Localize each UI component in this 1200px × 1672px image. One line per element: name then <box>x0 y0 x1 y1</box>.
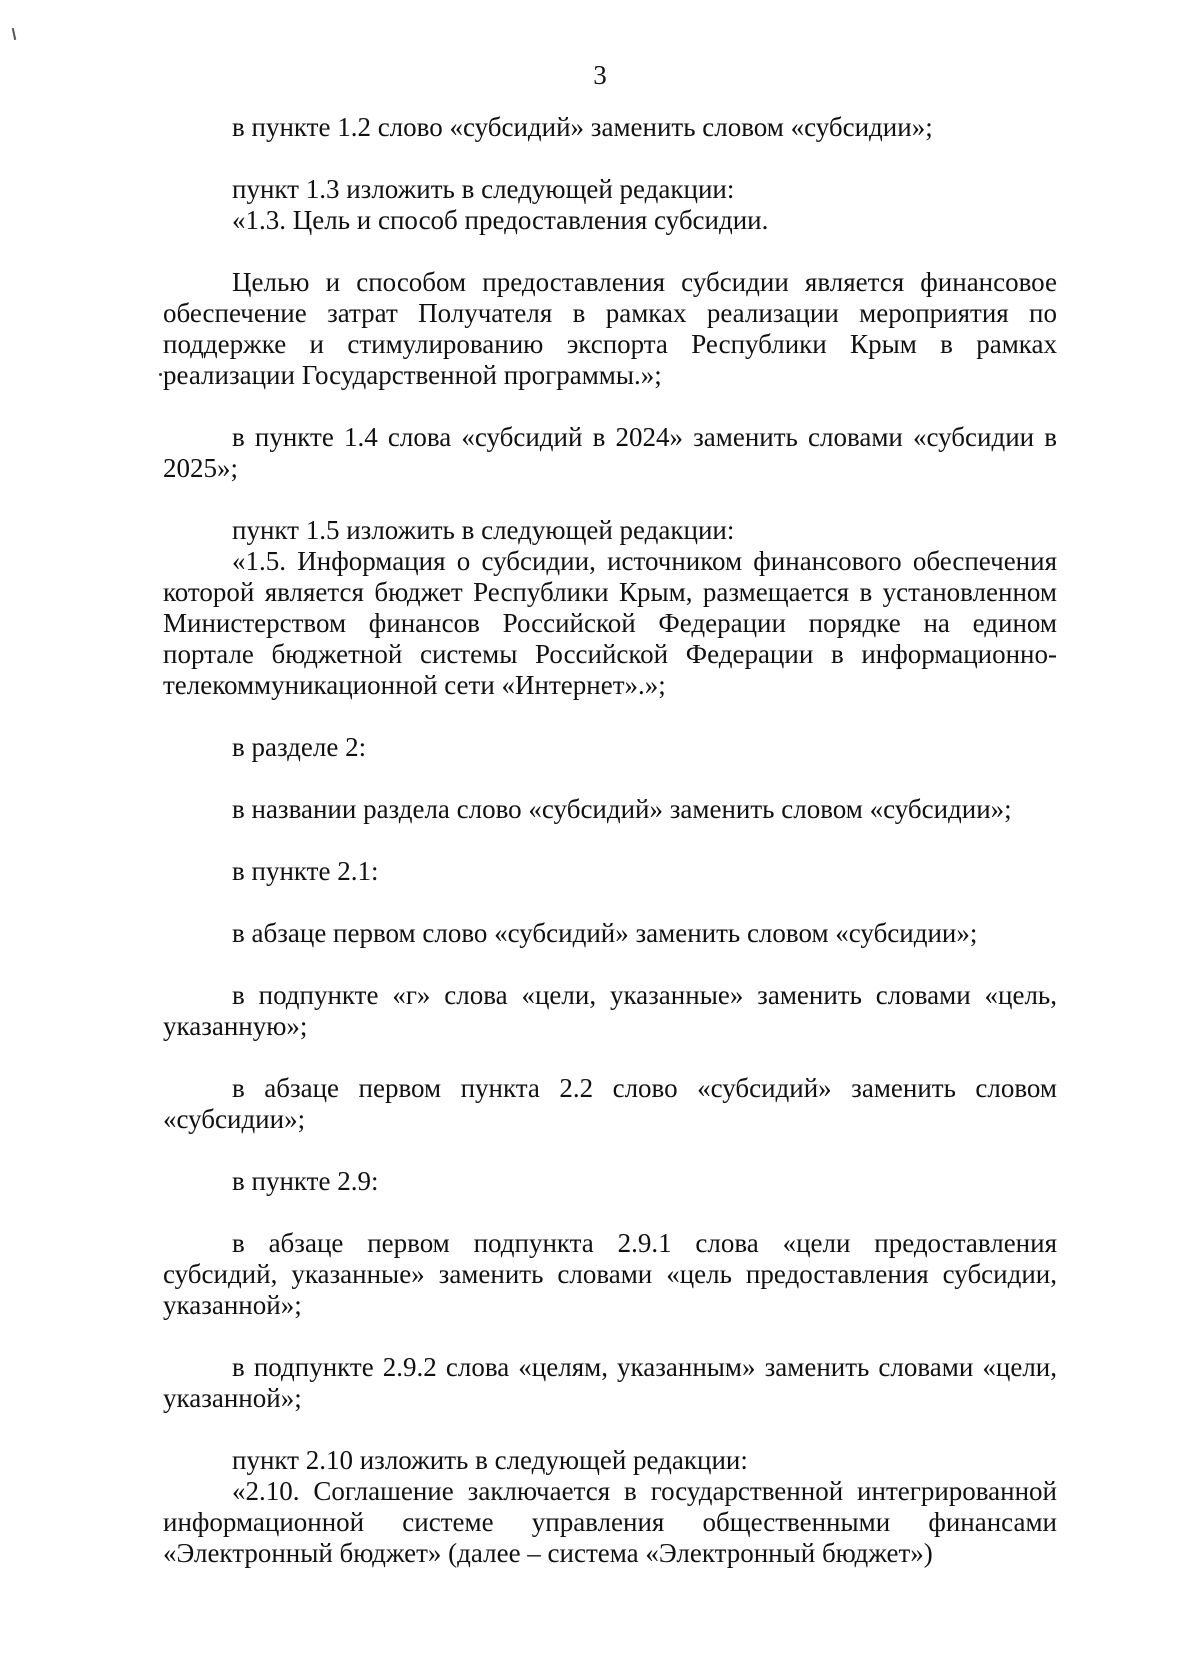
paragraph: пункт 1.5 изложить в следующей редакции: <box>232 515 735 545</box>
paragraph: пункт 1.3 изложить в следующей редакции: <box>232 174 735 204</box>
paragraph: «1.3. Цель и способ предоставления субсидии. <box>232 205 769 235</box>
paragraph: в пункте 1.2 слово «субсидий» заменить словом «субсидии»; <box>232 112 933 142</box>
paragraph: пункт 2.10 изложить в следующей редакции: <box>232 1445 748 1475</box>
paragraph: в подпункте «г» слова «цели, указанные» заменить словами «цель, указанную»; <box>163 980 1057 1041</box>
scan-artifact <box>12 28 16 40</box>
paragraph: в абзаце первом пункта 2.2 слово «субсидий» заменить словом «субсидии»; <box>163 1073 1057 1134</box>
paragraph: «1.5. Информация о субсидии, источником финансового обеспечения которой является бюджет Республики Крым, размещается в установленном Министерством финансов Российской Федерации порядке на едином портале бюджетной системы Российской Федерации в информационно-телекоммуникационной сети «Интернет».»; <box>163 546 1057 700</box>
paragraph: «2.10. Соглашение заключается в государственной интегрированной информационной системе управления общественными финансами «Электронный бюджет» (далее – система «Электронный бюджет») <box>163 1476 1057 1568</box>
page-number: 3 <box>593 60 607 90</box>
paragraph: в названии раздела слово «субсидий» заменить словом «субсидии»; <box>232 794 1012 824</box>
scan-artifact <box>159 373 162 376</box>
paragraph: в абзаце первом слово «субсидий» заменить словом «субсидии»; <box>232 918 978 948</box>
paragraph: Целью и способом предоставления субсидии является финансовое обеспечение затрат Получателя в рамках реализации мероприятия по поддержке и стимулированию экспорта Республики Крым в рамках реализации Государственной программы.»; <box>163 267 1057 390</box>
paragraph: в абзаце первом подпункта 2.9.1 слова «цели предоставления субсидий, указанные» заменить словами «цель предоставления субсидии, указанной»; <box>163 1228 1057 1320</box>
paragraph: в пункте 1.4 слова «субсидий в 2024» заменить словами «субсидии в 2025»; <box>163 422 1057 483</box>
paragraph: в подпункте 2.9.2 слова «целям, указанным» заменить словами «цели, указанной»; <box>163 1352 1057 1413</box>
paragraph: в разделе 2: <box>232 732 367 762</box>
document-body <box>163 112 1057 1569</box>
paragraph: в пункте 2.1: <box>232 856 379 886</box>
paragraph: в пункте 2.9: <box>232 1166 379 1196</box>
